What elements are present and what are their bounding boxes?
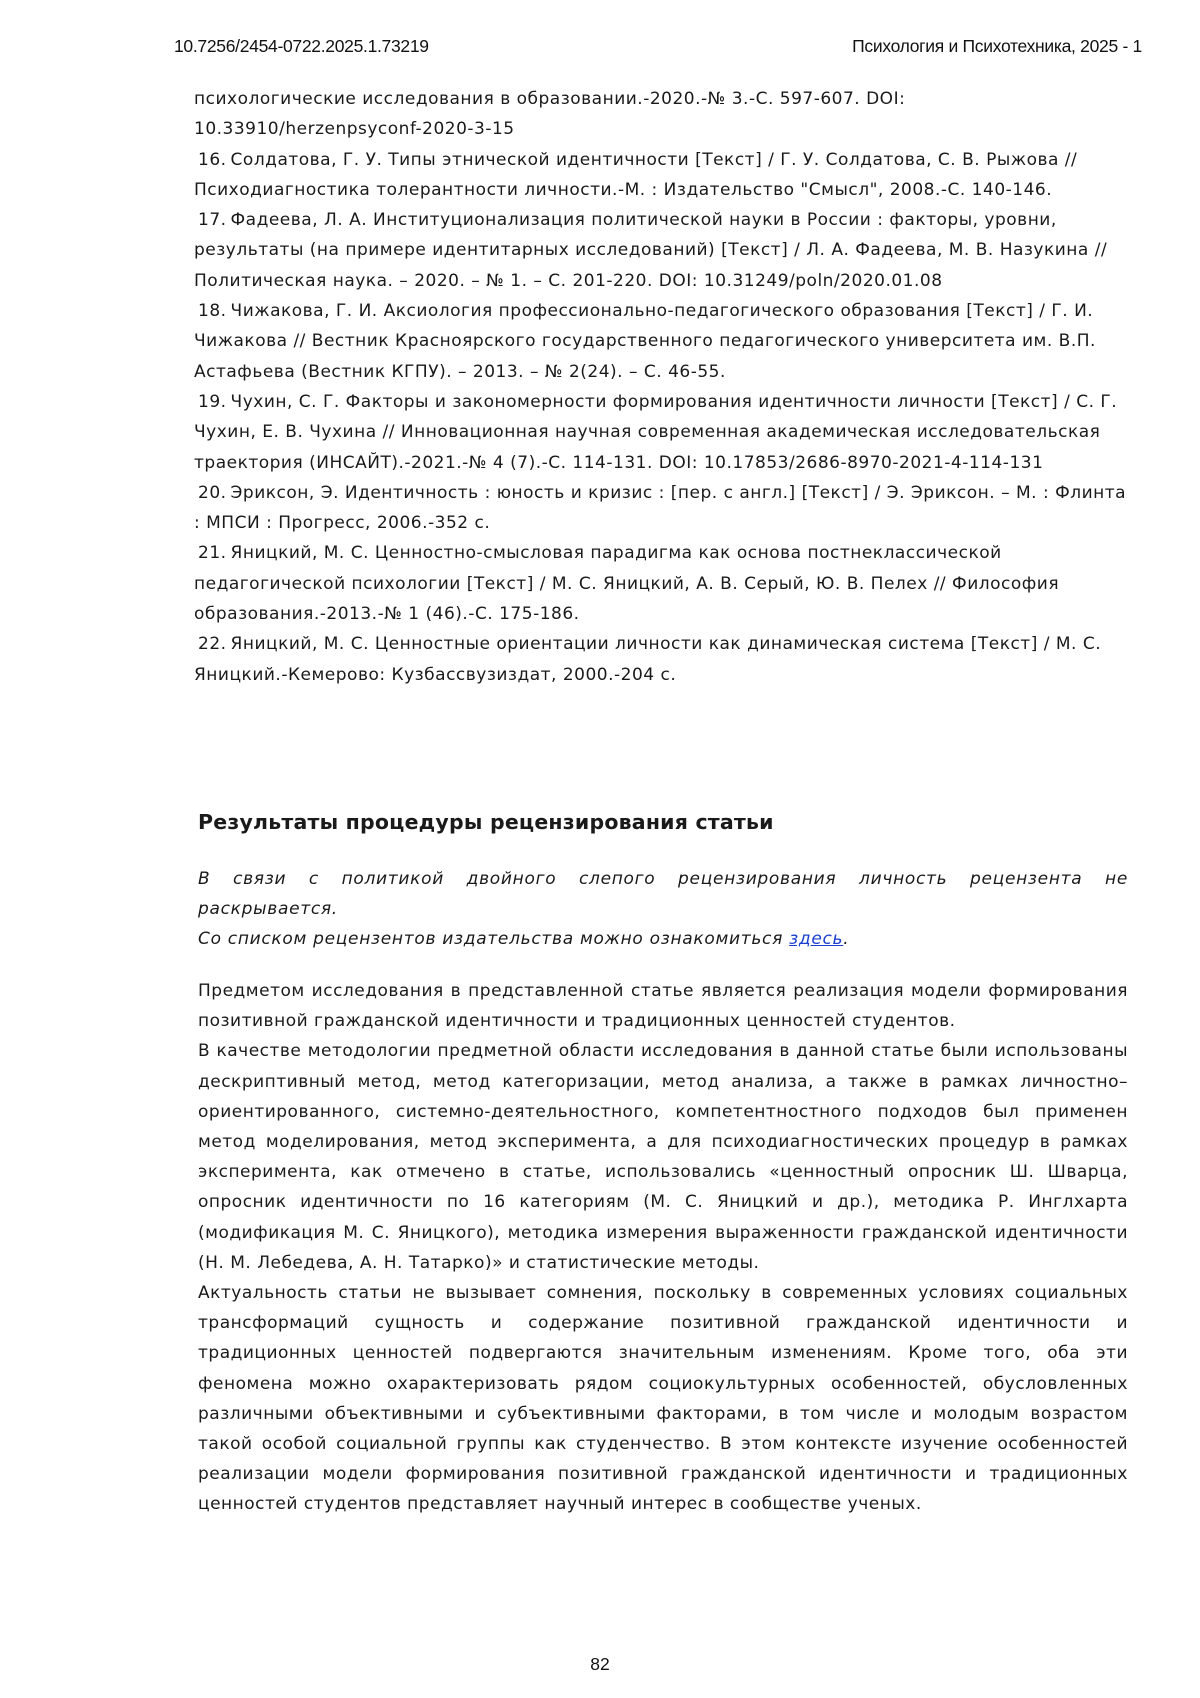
review-body (198, 976, 1128, 1520)
reference-number: 16. (198, 150, 227, 170)
reviewers-line (198, 924, 1128, 954)
reference-number: 21. (198, 543, 227, 563)
reference-text: Фадеева, Л. А. Институционализация политической науки в России : факторы, уровни, результаты (на примере идентитарных исследований) [Текст] / Л. А. Фадеева, М. В. Назукина // Политическая наука. – 2020. – № 1. – С. 201-220. DOI: 10.31249/poln/2020.01.08 (194, 210, 1107, 291)
reference-number: 17. (198, 210, 227, 230)
reviewers-suffix: . (843, 929, 849, 949)
reference-item (194, 629, 1134, 690)
reference-text: Яницкий, М. С. Ценностно-смысловая парадигма как основа постнеклассической педагогической психологии [Текст] / М. С. Яницкий, А. В. Серый, Ю. В. Пелех // Философия образования.-2013.-№ 1 (46).-С. 175-186. (194, 543, 1059, 624)
reference-number: 22. (198, 634, 227, 654)
header-doi: 10.7256/2454-0722.2025.1.73219 (174, 36, 429, 57)
review-note-line: раскрывается. (198, 894, 1128, 924)
reference-item (194, 538, 1134, 629)
reference-number: 19. (198, 392, 227, 412)
reference-continuation: психологические исследования в образовании.-2020.-№ 3.-С. 597-607. DOI: 10.33910/herzenpsyconf-2020-3-15 (194, 84, 1134, 145)
reference-list (194, 84, 1134, 690)
body-paragraph: Предметом исследования в представленной статье является реализация модели формирования позитивной гражданской идентичности и традиционных ценностей студентов. (198, 976, 1128, 1036)
reference-text: Чижакова, Г. И. Аксиология профессионально-педагогического образования [Текст] / Г. И. Чижакова // Вестник Красноярского государственного педагогического университета им. В.П. Астафьева (Вестник КГПУ). – 2013. – № 2(24). – С. 46-55. (194, 301, 1096, 382)
reference-item (194, 478, 1134, 539)
page-number: 82 (0, 1654, 1200, 1675)
reference-item (194, 296, 1134, 387)
body-paragraph: В качестве методологии предметной области исследования в данной статье были использованы дескриптивный метод, метод категоризации, метод анализа, а также в рамках личностно–ориентированного, системно-деятельностного, компетентностного подходов был применен метод моделирования, метод эксперимента, а для психодиагностических процедур в рамках эксперимента, как отмечено в статье, использовались «ценностный опросник Ш. Шварца, опросник идентичности по 16 категориям (М. С. Яницкий и др.), методика Р. Инглхарта (модификация М. С. Яницкого), методика измерения выраженности гражданской идентичности (Н. М. Лебедева, А. Н. Татарко)» и статистические методы. (198, 1036, 1128, 1278)
reference-item (194, 145, 1134, 206)
review-note (198, 864, 1128, 954)
reviewers-prefix: Со списком рецензентов издательства можно ознакомиться (198, 929, 783, 949)
reviewers-link[interactable]: здесь (789, 929, 843, 949)
reference-text: Чухин, С. Г. Факторы и закономерности формирования идентичности личности [Текст] / С. Г. Чухин, Е. В. Чухина // Инновационная научная современная академическая исследовательская траектория (ИНСАЙТ).-2021.-№ 4 (7).-С. 114-131. DOI: 10.17853/2686-8970-2021-4-114-131 (194, 392, 1117, 473)
page-header (0, 36, 1200, 62)
review-note-line: В связи с политикой двойного слепого рецензирования личность рецензента не (198, 864, 1128, 894)
reference-text: Солдатова, Г. У. Типы этнической идентичности [Текст] / Г. У. Солдатова, С. В. Рыжова // Психодиагностика толерантности личности.-М. : Издательство "Смысл", 2008.-С. 140-146. (194, 150, 1077, 200)
reference-item (194, 387, 1134, 478)
reference-text: Яницкий, М. С. Ценностные ориентации личности как динамическая система [Текст] / М. С. Яницкий.-Кемерово: Кузбассвузиздат, 2000.-204 с. (194, 634, 1101, 684)
reference-item (194, 205, 1134, 296)
reference-text: Эриксон, Э. Идентичность : юность и кризис : [пер. с англ.] [Текст] / Э. Эриксон. – М. : Флинта : МПСИ : Прогресс, 2006.-352 с. (194, 483, 1126, 533)
body-paragraph: Актуальность статьи не вызывает сомнения, поскольку в современных условиях социальных трансформаций сущность и содержание позитивной гражданской идентичности и традиционных ценностей подвергаются значительным изменениям. Кроме того, оба эти феномена можно охарактеризовать рядом социокультурных особенностей, обусловленных различными объективными и субъективными факторами, в том числе и молодым возрастом такой особой социальной группы как студенчество. В этом контексте изучение особенностей реализации модели формирования позитивной гражданской идентичности и традиционных ценностей студентов представляет научный интерес в сообществе ученых. (198, 1278, 1128, 1520)
reference-number: 18. (198, 301, 227, 321)
review-section-title: Результаты процедуры рецензирования статьи (198, 810, 774, 834)
header-journal: Психология и Психотехника, 2025 - 1 (852, 36, 1142, 57)
reference-number: 20. (198, 483, 227, 503)
